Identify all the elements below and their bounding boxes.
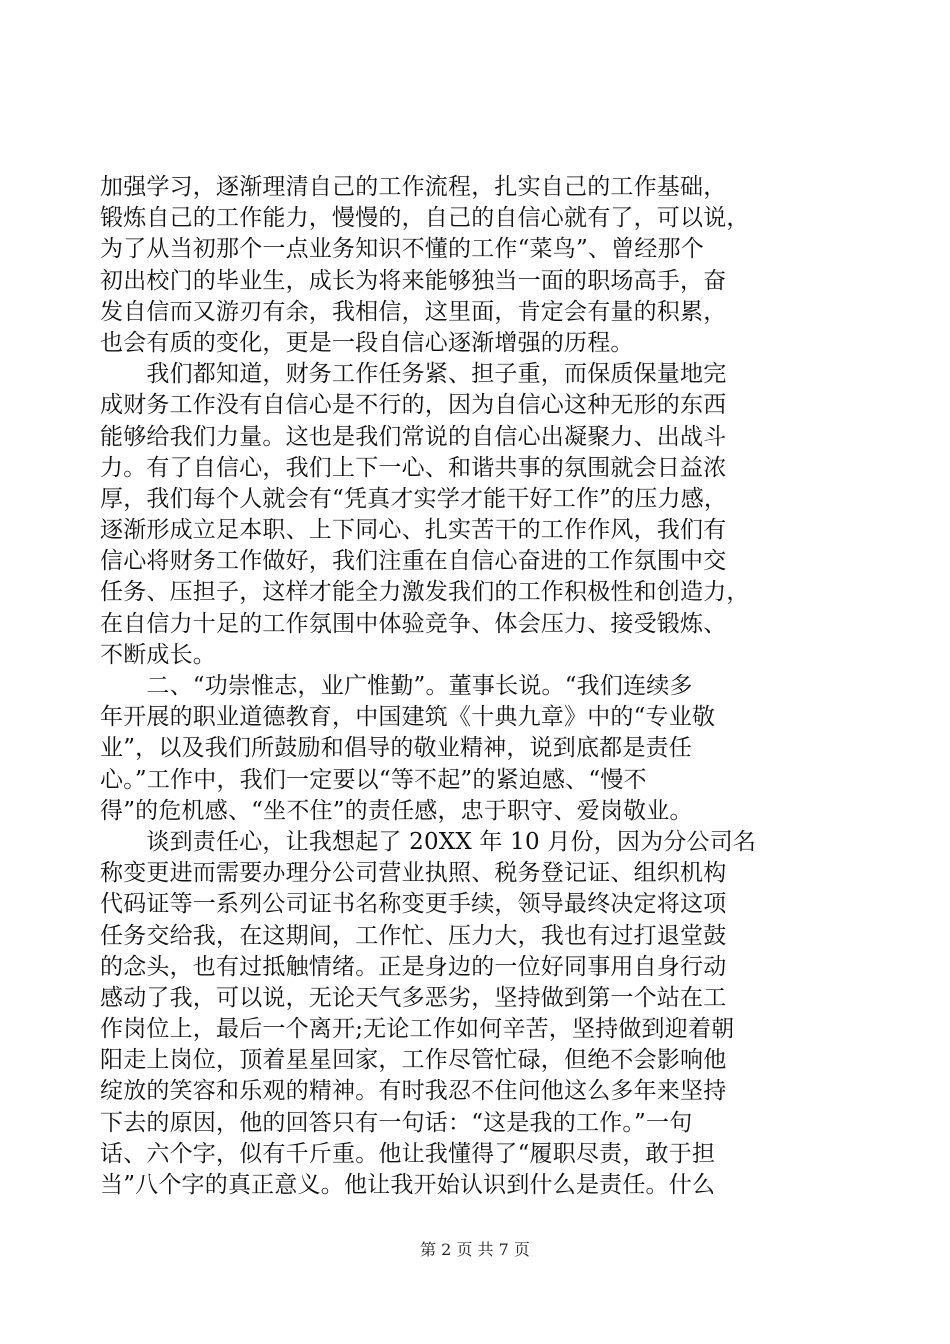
text-line: 阳走上岗位，顶着星星回家，工作尽管忙碌，但绝不会影响他 — [100, 1047, 727, 1074]
text-line: 作岗位上，最后一个离开;无论工作如何辛苦，坚持做到迎着朝 — [100, 1016, 735, 1043]
text-line: 也会有质的变化，更是一段自信心逐渐增强的历程。 — [100, 329, 634, 356]
text-line: 加强学习，逐渐理清自己的工作流程，扎实自己的工作基础， — [100, 174, 727, 200]
text-line: 厚，我们每个人就会有“凭真才实学才能干好工作”的压力感， — [100, 485, 728, 512]
text-line: 逐渐形成立足本职、上下同心、扎实苦干的工作作风，我们有 — [100, 517, 727, 544]
text-line: 业”，以及我们所鼓励和倡导的敬业精神，说到底都是责任 — [100, 735, 692, 762]
text-line: 绽放的笑容和乐观的精神。有时我忍不住问他这么多年来坚持 — [100, 1078, 727, 1105]
text-line: 锻炼自己的工作能力，慢慢的，自己的自信心就有了，可以说， — [100, 205, 750, 232]
document-body — [100, 172, 850, 1201]
text-line: 的念头，也有过抵触情绪。正是身边的一位好同事用自身行动 — [100, 953, 727, 980]
text-line: 年开展的职业道德教育，中国建筑《十典九章》中的“专业敬 — [100, 704, 716, 731]
text-line: 为了从当初那个一点业务知识不懂的工作“菜鸟”、曾经那个 — [100, 236, 704, 263]
text-line: 话、六个字，似有千斤重。他让我懂得了“履职尽责，敢于担 — [100, 1140, 716, 1167]
text-line: 任务、压担子，这样才能全力激发我们的工作积极性和创造力， — [100, 579, 750, 606]
text-line: 不断成长。 — [100, 641, 216, 668]
text-line: 感动了我，可以说，无论天气多恶劣，坚持做到第一个站在工 — [100, 984, 727, 1011]
text-line: 信心将财务工作做好，我们注重在自信心奋进的工作氛围中交 — [100, 548, 727, 575]
text-line: 发自信而又游刃有余，我相信，这里面，肯定会有量的积累， — [100, 298, 727, 325]
text-line: 得”的危机感、“坐不住”的责任感，忠于职守、爱岗敬业。 — [100, 797, 693, 824]
text-line: 称变更进而需要办理分公司营业执照、税务登记证、组织机构 — [100, 860, 727, 887]
text-line: 成财务工作没有自信心是不行的，因为自信心这种无形的东西 — [100, 392, 727, 419]
text-line: 心。”工作中，我们一定要以“等不起”的紧迫感、“慢不 — [100, 766, 647, 793]
text-line: 初出校门的毕业生，成长为将来能够独当一面的职场高手，奋 — [100, 267, 727, 294]
text-line: 谈到责任心，让我想起了 20XX 年 10 月份，因为分公司名 — [100, 828, 757, 855]
text-line: 下去的原因，他的回答只有一句话：“这是我的工作。”一句 — [100, 1109, 693, 1136]
text-line: 当”八个字的真正意义。他让我开始认识到什么是责任。什么 — [100, 1172, 716, 1198]
text-line: 任务交给我，在这期间，工作忙、压力大，我也有过打退堂鼓 — [100, 922, 727, 949]
text-line: 在自信力十足的工作氛围中体验竞争、体会压力、接受锻炼、 — [100, 610, 727, 637]
text-line: 我们都知道，财务工作任务紧、担子重，而保质保量地完 — [100, 361, 727, 388]
text-line: 代码证等一系列公司证书名称变更手续，领导最终决定将这项 — [100, 891, 727, 918]
text-line: 能够给我们力量。这也是我们常说的自信心出凝聚力、出战斗 — [100, 423, 727, 450]
text-line: 力。有了自信心，我们上下一心、和谐共事的氛围就会日益浓 — [100, 454, 727, 481]
page-footer: 第 2 页 共 7 页 — [420, 1240, 530, 1259]
text-line: 二、“功崇惟志，业广惟勤”。董事长说。“我们连续多 — [100, 673, 693, 699]
